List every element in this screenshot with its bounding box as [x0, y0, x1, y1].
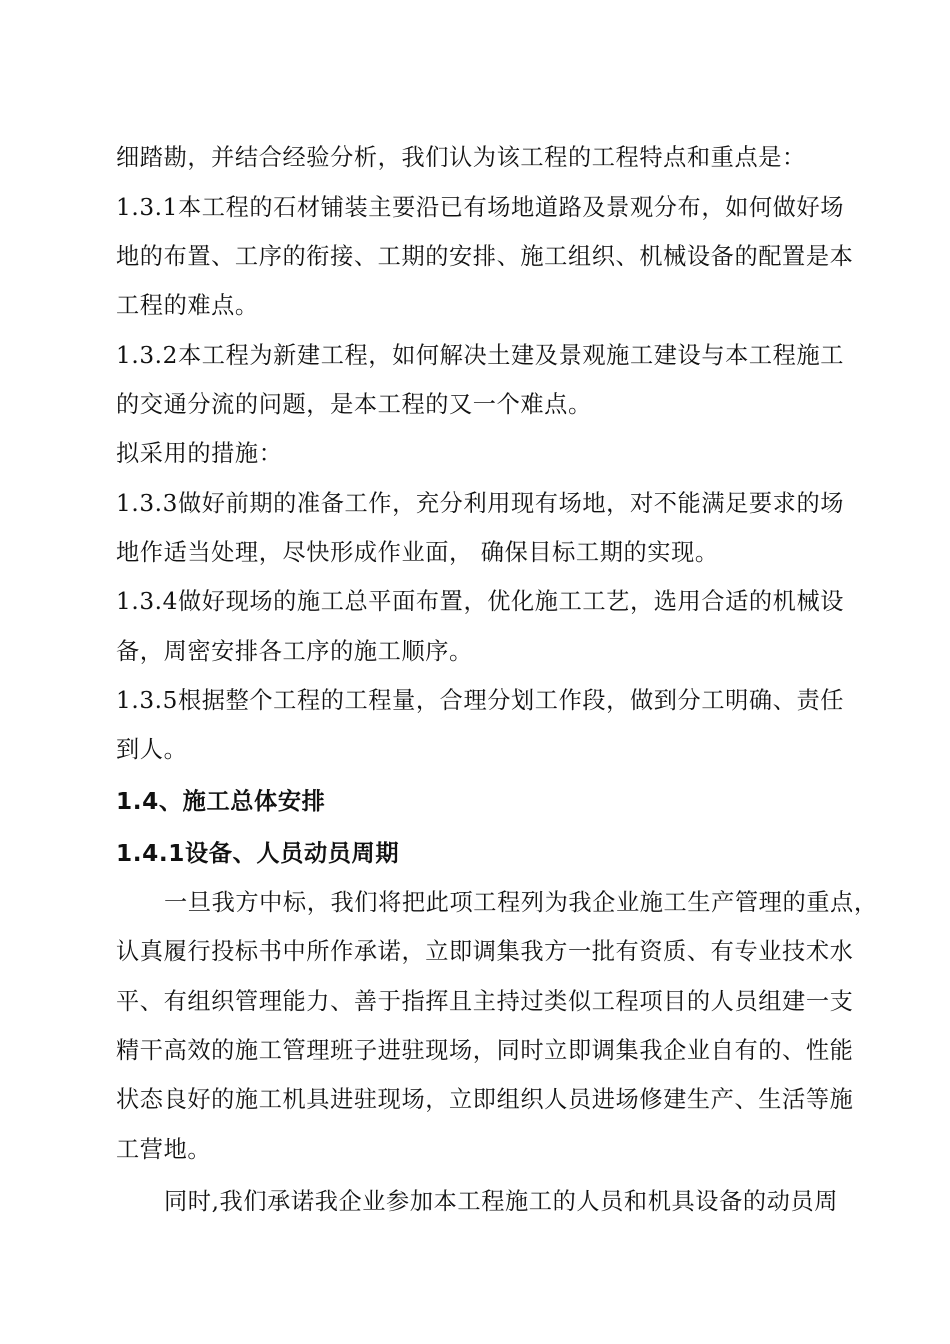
text-line: 备，周密安排各工序的施工顺序。: [116, 638, 473, 665]
text-line: 地作适当处理，尽快形成作业面， 确保目标工期的实现。: [116, 539, 719, 566]
text-line: 工营地。: [116, 1136, 212, 1163]
text-line: 1.3.3做好前期的准备工作，充分利用现有场地，对不能满足要求的场: [116, 490, 845, 517]
text-line: 到人。: [116, 736, 188, 763]
text-line: 地的布置、工序的衔接、工期的安排、施工组织、机械设备的配置是本: [116, 243, 854, 270]
text-line: 工程的难点。: [116, 292, 259, 319]
text-line: 精干高效的施工管理班子进驻现场，同时立即调集我企业自有的、性能: [116, 1037, 854, 1064]
text-line: 拟采用的措施：: [116, 440, 283, 467]
text-line: 的交通分流的问题，是本工程的又一个难点。: [116, 391, 592, 418]
text-line: 1.3.5根据整个工程的工程量，合理分划工作段，做到分工明确、责任: [116, 687, 845, 714]
text-line: 1.3.4做好现场的施工总平面布置，优化施工工艺，选用合适的机械设: [116, 588, 845, 615]
text-line: 细踏勘，并结合经验分析，我们认为该工程的工程特点和重点是：: [116, 144, 806, 171]
text-line: 同时,我们承诺我企业参加本工程施工的人员和机具设备的动员周: [164, 1188, 839, 1215]
text-line: 状态良好的施工机具进驻现场，立即组织人员进场修建生产、生活等施: [116, 1086, 854, 1113]
text-line: 1.3.1本工程的石材铺装主要沿已有场地道路及景观分布，如何做好场: [116, 194, 845, 221]
subsection-heading: 1.4.1设备、人员动员周期: [116, 840, 400, 867]
text-line: 认真履行投标书中所作承诺，立即调集我方一批有资质、有专业技术水: [116, 938, 854, 965]
text-line: 1.3.2本工程为新建工程，如何解决土建及景观施工建设与本工程施工: [116, 342, 845, 369]
text-line: 一旦我方中标，我们将把此项工程列为我企业施工生产管理的重点，: [164, 889, 878, 916]
text-line: 平、有组织管理能力、善于指挥且主持过类似工程项目的人员组建一支: [116, 988, 854, 1015]
section-heading: 1.4、施工总体安排: [116, 788, 326, 815]
